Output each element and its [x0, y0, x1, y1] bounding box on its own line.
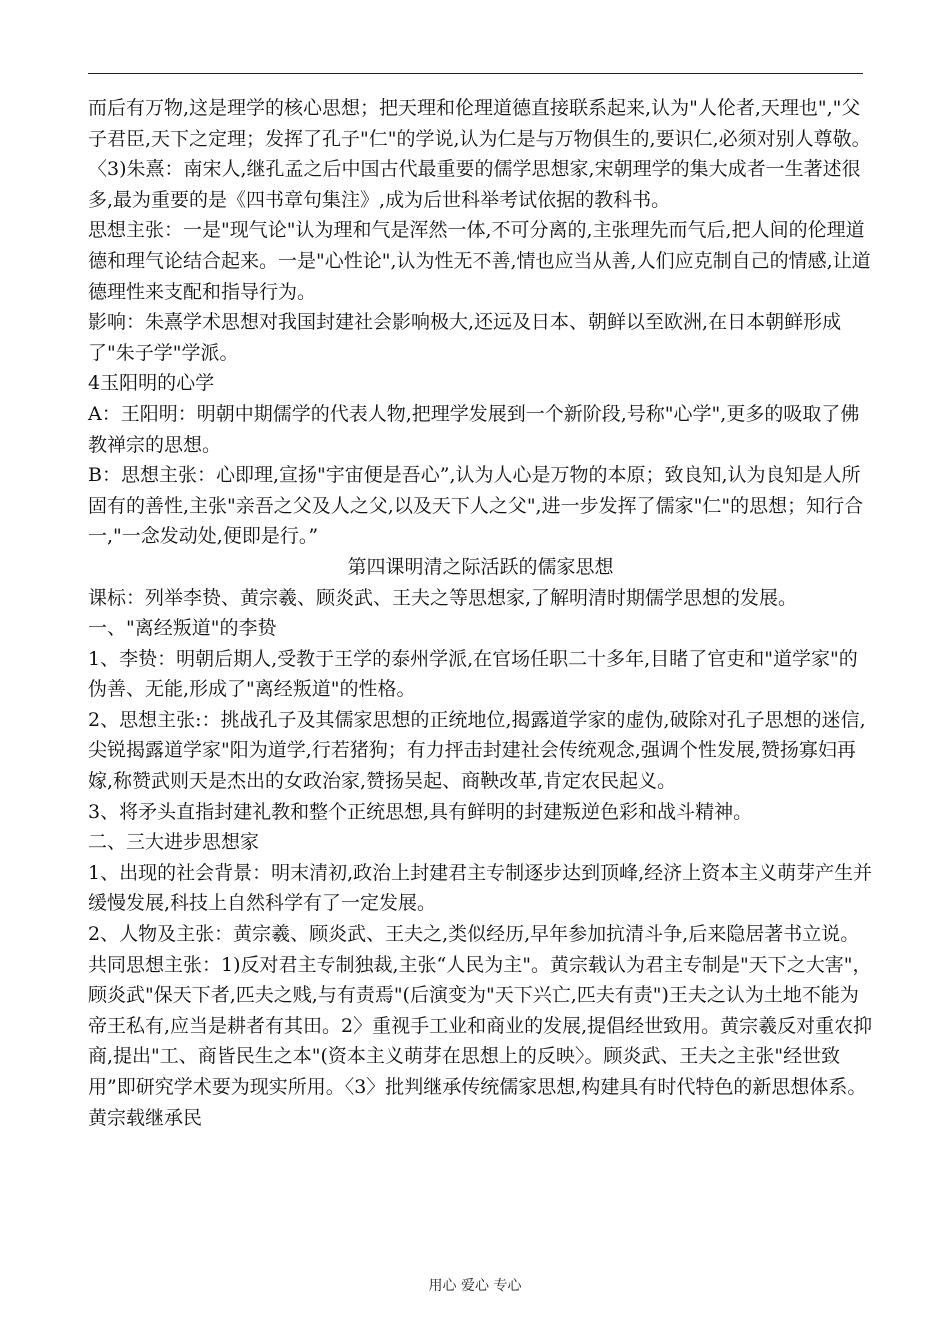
- paragraph: 影响：朱熹学术思想对我国封建社会影响极大,还远及日本、朝鲜以至欧洲,在日本朝鲜形成了"朱子学"学派。: [88, 311, 842, 364]
- paragraph: 2、思想主张:：挑战孔子及其儒家思想的正统地位,揭露道学家的虚伪,破除对孔子思想的迷信,尖锐揭露道学家"阳为道学,行若猪狗；有力抨击封建社会传统观念,强调个性发展,赞扬寡妇再嫁,称赞武则天是杰出的女政治家,赞扬吴起、商鞅改革,肯定农民起义。: [88, 708, 866, 793]
- paragraph: 1、李贽：明朝后期人,受教于王学的泰州学派,在官场任职二十多年,目睹了官吏和"道学家"的伪善、无能,形成了"离经叛道"的性格。: [88, 647, 858, 701]
- document-body: [88, 93, 873, 1133]
- paragraph: 课标：列举李贽、黄宗羲、顾炎武、王夫之等思想家,了解明清时期儒学思想的发展。: [88, 586, 798, 609]
- paragraph: 2、人物及主张：黄宗羲、顾炎武、王夫之,类似经历,早年参加抗清斗争,后来隐居著书立说。: [88, 923, 860, 946]
- paragraph: 共同思想主张：1)反对君主专制独裁,主张“人民为主"。黄宗载认为君主专制是"天下之大害"，顾炎武"保天下者,匹夫之贱,与有责焉"(后演变为"天下兴亡,匹夫有责")王夫之认为土地不能为帝王私有,应当是耕者有其田。2〉重视手工业和商业的发展,提倡经世致用。黄宗羲反对重农抑商,提出"工、商皆民生之本"(资本主义萌芽在思想上的反映〉。顾炎武、王夫之主张"经世致用”即研究学术要为现实所用。〈3〉批判继承传统儒家思想,构建具有时代特色的新思想体系。黄宗载继承民: [88, 953, 873, 1129]
- lesson-title: 第四课明清之际活跃的儒家思想: [347, 555, 614, 578]
- paragraph: 〈3)朱熹：南宋人,继孔孟之后中国古代最重要的儒学思想家,宋朝理学的集大成者一生著述很多,最为重要的是《四书章句集注》,成为后世科举考试依据的教科书。: [88, 158, 861, 211]
- paragraph: 而后有万物,这是理学的核心思想；把天理和伦理道德直接联系起来,认为"人伦者,天理也","父子君臣,天下之定理；发挥了孔子"仁"的学说,认为仁是与万物俱生的,要识仁,必须对别人尊敬。: [88, 97, 871, 150]
- page-footer: 用心 爱心 专心: [428, 1278, 522, 1294]
- section-heading: 二、三大进步思想家: [88, 831, 260, 854]
- section-heading: 4玉阳明的心学: [88, 372, 215, 395]
- paragraph: 思想主张：一是"现气论"认为理和气是浑然一体,不可分离的,主张理先而气后,把人间的伦理道德和理气论结合起来。一是"心性论",认为性无不善,情也应当从善,人们应克制自己的情感,让道德理性来支配和指导行为。: [88, 219, 871, 303]
- header-rule: [88, 73, 863, 74]
- paragraph: B：思想主张：心即理,宣扬"宇宙便是吾心”,认为人心是万物的本原；致良知,认为良知是人所固有的善性,主张"亲吾之父及人之父,以及天下人之父",进一步发挥了儒家"仁"的思想；知行合一,"一念发动处,便即是行。”: [88, 464, 864, 548]
- section-heading: 一、"离经叛道"的李贽: [88, 617, 277, 640]
- paragraph: A：王阳明：明朝中期儒学的代表人物,把理学发展到一个新阶段,号称"心学",更多的吸取了佛教禅宗的思想。: [88, 402, 860, 456]
- paragraph: 1、出现的社会背景：明末清初,政治上封建君主专制逐步达到顶峰,经济上资本主义萌芽产生并缓慢发展,科技上自然科学有了一定发展。: [88, 861, 873, 915]
- paragraph: 3、将矛头直指封建礼教和整个正统思想,具有鲜明的封建叛逆色彩和战斗精神。: [88, 800, 753, 823]
